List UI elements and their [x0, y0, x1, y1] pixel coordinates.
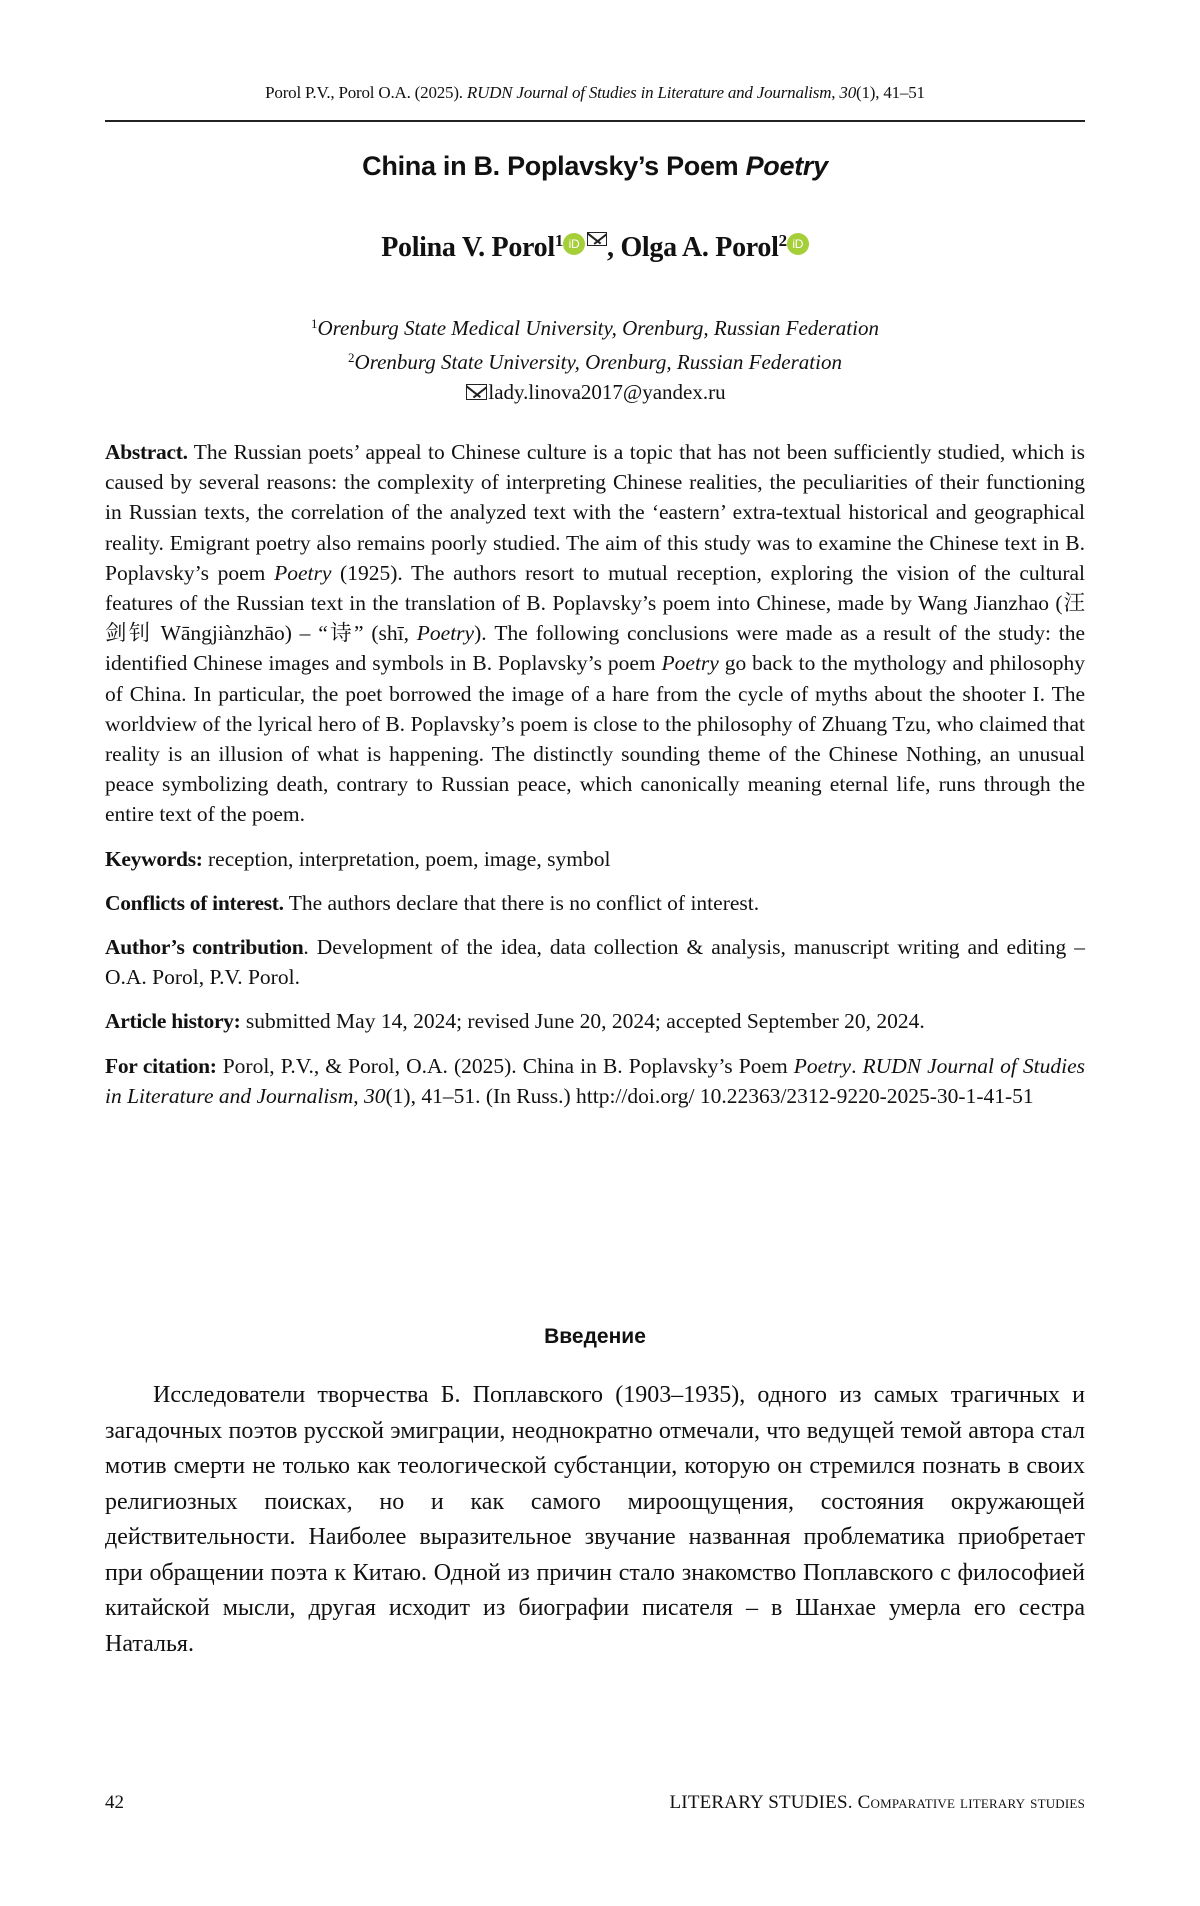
citation [105, 1051, 1085, 1111]
section-heading: Введение [544, 1325, 646, 1348]
body-text [105, 1378, 1085, 1662]
running-head-volume: 30 [839, 83, 857, 102]
citation-text: Porol, P.V., & Porol, O.A. (2025). China in B. Poplavsky’s Poem [216, 1053, 794, 1078]
conflicts-text: The authors declare that there is no conflict of interest. [283, 890, 760, 915]
affiliation-marker: 1 [554, 231, 564, 250]
affiliations [105, 309, 1085, 407]
keywords-label: Keywords: [105, 846, 203, 871]
history-label: Article history: [105, 1009, 241, 1034]
citation-text: . [851, 1053, 863, 1078]
article-history [105, 1006, 1085, 1036]
affiliation-text: Orenburg State University, Orenburg, Russian Federation [354, 350, 842, 374]
affiliation [105, 309, 1085, 343]
abstract-label: Abstract. [105, 440, 188, 464]
affiliation [105, 343, 1085, 377]
citation-italic: 30 [364, 1083, 386, 1108]
article-title [105, 151, 1085, 182]
conflicts-of-interest [105, 888, 1085, 918]
citation-label: For citation: [105, 1053, 217, 1078]
page-number: 42 [105, 1792, 124, 1813]
contribution-label: Author’s contribution [105, 935, 304, 960]
affiliation-text: Orenburg State Medical University, Orenburg, Russian Federation [317, 316, 879, 340]
contact-email [105, 377, 1085, 407]
keywords-text: reception, interpretation, poem, image, symbol [202, 846, 611, 871]
affiliation-number: 2 [348, 350, 355, 365]
citation-text: , [353, 1083, 364, 1108]
abstract-text: (1925). The authors resort to mutual reception, exploring the vision of the cultural features of the Russian text in the translation of B. Poplavsky’s poem into Chinese, made by Wang Jianzhao (汪剑钊 Wāngjiànzhāo) – “诗” (shī, [105, 560, 1086, 646]
envelope-icon[interactable] [587, 232, 607, 246]
citation-italic: Poetry [793, 1053, 852, 1078]
abstract-italic: Poetry [661, 651, 719, 676]
separator: , [831, 83, 840, 102]
affiliation-marker: 2 [778, 231, 787, 250]
email-link[interactable]: lady.linova2017@yandex.ru [488, 380, 726, 404]
running-head-pages: (1), 41–51 [856, 83, 925, 102]
footer-section-caps: LITERARY STUDIES. [669, 1792, 853, 1813]
affiliation-number: 1 [311, 316, 318, 331]
history-text: submitted May 14, 2024; revised June 20, 2024; accepted September 20, 2024. [240, 1009, 925, 1034]
running-head-authors: Porol P.V., Porol O.A. (2025). [265, 83, 467, 102]
orcid-icon[interactable]: iD [787, 233, 809, 255]
running-head-journal: RUDN Journal of Studies in Literature and Journalism [466, 83, 832, 102]
separator: , [607, 232, 621, 263]
title-italic: Poetry [745, 151, 828, 181]
footer-section-smallcaps: Comparative literary studies [852, 1792, 1085, 1813]
abstract-text: go back to the mythology and philosophy of China. In particular, the poet borrowed the image of a hare from the cycle of myths about the shooter I. The worldview of the lyrical hero of B. Poplavsky’s poem is close to the philosophy of Zhuang Tzu, who claimed that reality is an illusion of what is happening. The distinctly sounding theme of the Chinese Nothing, an unusual peace symbolizing death, contrary to Russian peace, which canonically meaning eternal life, runs through the entire text of the poem. [105, 651, 1085, 827]
abstract-text: ). The following conclusions were made as a result of the study: the identified Chinese images and symbols in B. Poplavsky’s poem [105, 621, 1086, 676]
author-list [105, 231, 1085, 264]
author-name: Olga A. Porol [620, 232, 779, 263]
abstract [105, 437, 1085, 830]
citation-doi-text[interactable]: (1), 41–51. (In Russ.) http://doi.org/ 10.22363/2312-9220-2025-30-1-41-51 [385, 1083, 1034, 1108]
contribution-text: . Development of the idea, data collection & analysis, manuscript writing and editing – O.A. Porol, P.V. Porol. [105, 935, 1085, 990]
abstract-italic: Poetry [274, 560, 332, 585]
citation-italic: RUDN Journal of Studies in Literature and Journalism [105, 1053, 1085, 1108]
title-main: China in B. Poplavsky’s Poem [362, 151, 746, 181]
abstract-text: The Russian poets’ appeal to Chinese culture is a topic that has not been sufficiently studied, which is caused by several reasons: the complexity of interpreting Chinese realities, the peculiarities of their functioning in Russian texts, the correlation of the analyzed text with the ‘eastern’ extra-textual historical and geographical reality. Emigrant poetry also remains poorly studied. The aim of this study was to examine the Chinese text in B. Poplavsky’s poem [105, 440, 1085, 585]
header-rule [105, 120, 1085, 122]
abstract-italic: Poetry [416, 621, 475, 646]
conflicts-label: Conflicts of interest. [105, 890, 284, 915]
author-name: Polina V. Porol [381, 232, 555, 263]
keywords [105, 844, 1085, 874]
orcid-icon[interactable]: iD [563, 233, 585, 255]
paragraph: Исследователи творчества Б. Поплавского (1903–1935), одного из самых трагичных и загадочных поэтов русской эмиграции, неоднократно отмечали, что ведущей темой автора стал мотив смерти не только как теологической субстанции, которую он стремился познать в своих религиозных поисках, но и как самого мироощущения, состояния окружающей действительности. Наиболее выразительное звучание названная проблематика приобретает при обращении поэта к Китаю. Одной из причин стало знакомство Поплавского с философией китайской мысли, другая исходит из биографии писателя – в Шанхае умерла его сестра Наталья. [105, 1382, 1085, 1657]
author-contribution [105, 932, 1085, 992]
article-metadata [105, 437, 1085, 1125]
envelope-icon [466, 384, 487, 400]
footer-section-title [669, 1792, 1085, 1814]
running-head [105, 83, 1085, 103]
